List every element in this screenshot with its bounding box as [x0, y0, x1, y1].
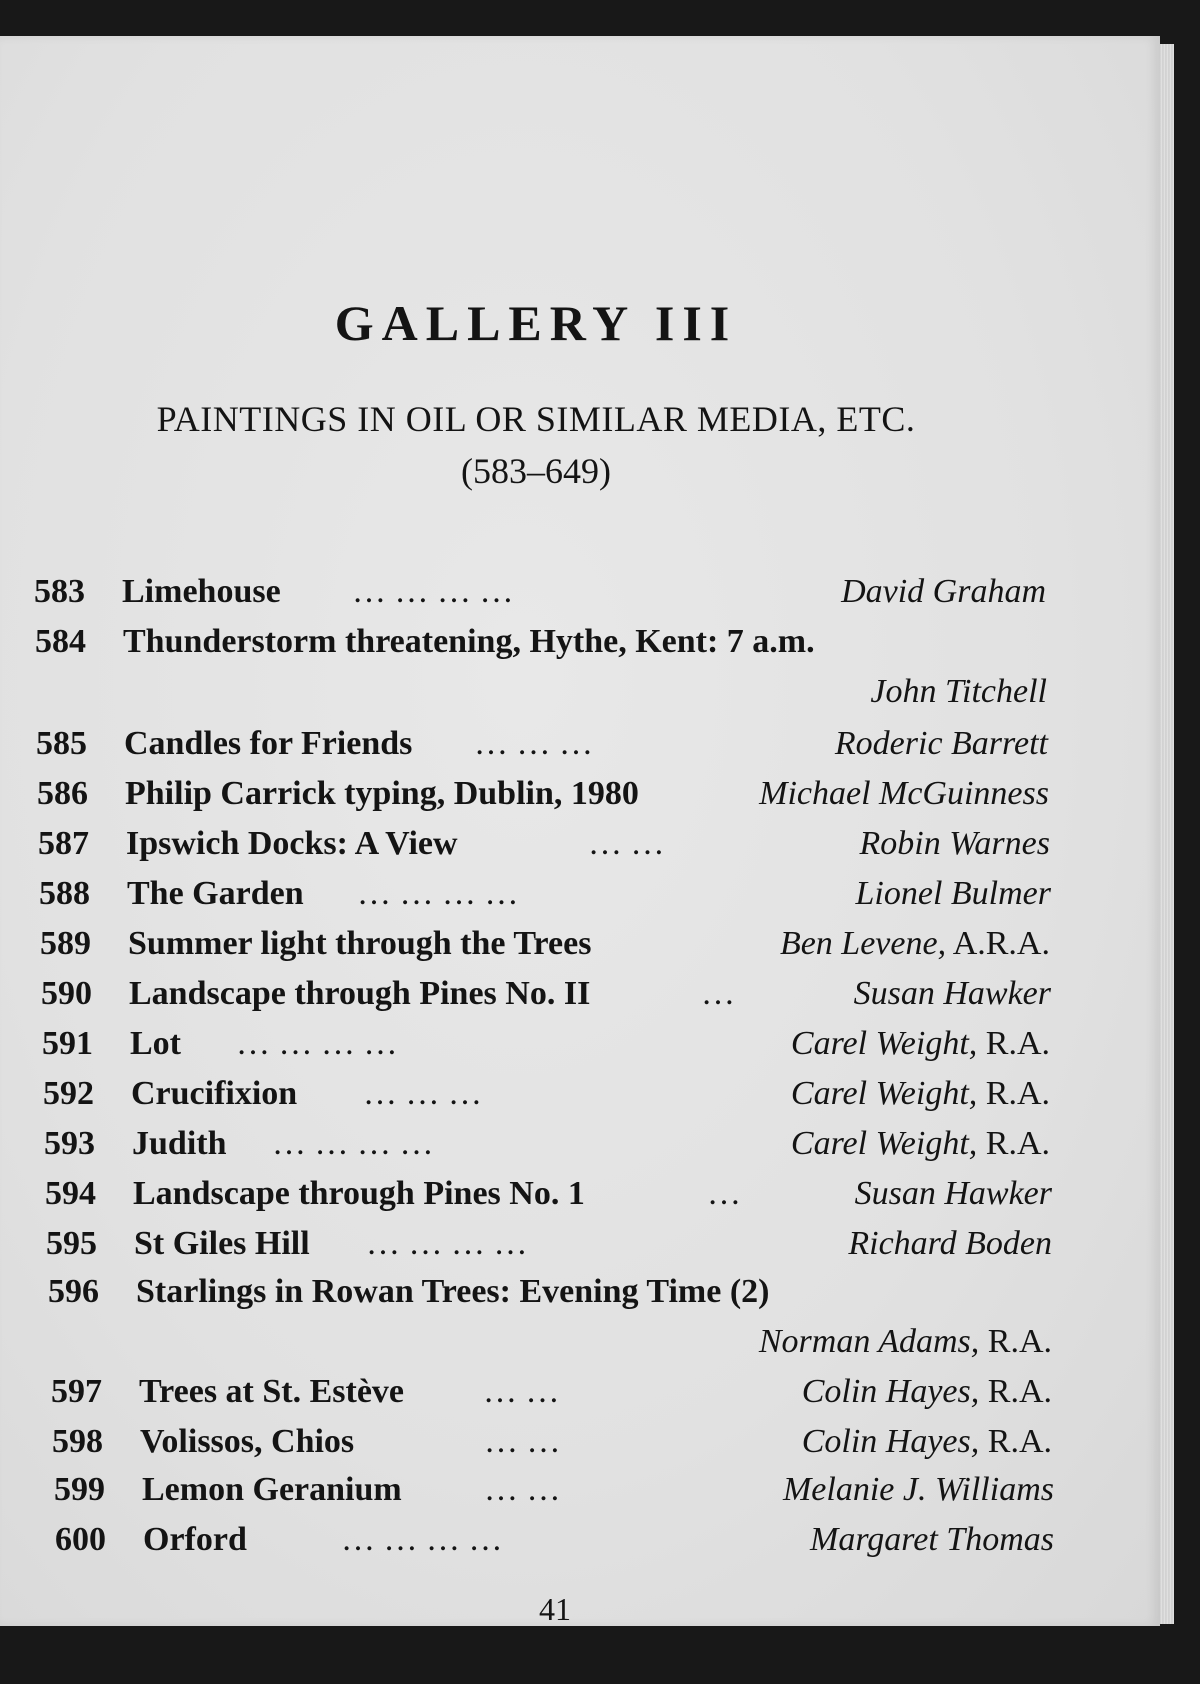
- leader-dots: … … …: [363, 1075, 482, 1112]
- entry-row: [48, 1268, 1052, 1316]
- entry-row: [37, 770, 1049, 818]
- entry-row: [54, 1466, 1054, 1514]
- leader-dots: … …: [484, 1471, 561, 1508]
- page-content: [0, 36, 1160, 1626]
- artist-name: Richard Boden: [848, 1225, 1052, 1262]
- entry-artist: [791, 1020, 1050, 1068]
- artist-name: Roderic Barrett: [834, 725, 1048, 762]
- artist-name: Carel Weight,: [790, 1125, 978, 1162]
- leader-dots: …: [707, 1175, 741, 1212]
- entry-row: [38, 820, 1050, 868]
- leader-dots: … …: [483, 1373, 560, 1410]
- artist-name: Michael McGuinness: [759, 775, 1049, 812]
- entry-number: 588: [39, 875, 90, 912]
- entry-row: [41, 970, 1051, 1018]
- entry-artist: [780, 920, 1050, 968]
- leader-dots: … … … …: [352, 573, 514, 610]
- artist-suffix: R.A.: [977, 1025, 1050, 1062]
- entry-row: [39, 870, 1051, 918]
- leader-dots: … …: [484, 1423, 561, 1460]
- entry-artist: [791, 1070, 1050, 1118]
- entry-row: [36, 720, 1048, 768]
- entry-artist: [860, 820, 1050, 868]
- leader-dots: … … … …: [366, 1225, 528, 1262]
- entry-row: [34, 568, 1046, 616]
- entry-artist: [802, 1368, 1052, 1416]
- leader-dots: … … … …: [357, 875, 519, 912]
- entry-title: Philip Carrick typing, Dublin, 1980: [125, 775, 639, 812]
- entry-artist: [810, 1516, 1054, 1564]
- entry-title: Summer light through the Trees: [128, 925, 592, 962]
- artist-suffix: R.A.: [977, 1075, 1050, 1112]
- leader-dots: … … … …: [272, 1125, 434, 1162]
- entry-title: Crucifixion: [131, 1075, 298, 1112]
- artist-suffix: R.A.: [977, 1125, 1050, 1162]
- artist-name: Colin Hayes,: [801, 1373, 980, 1410]
- artist-name: Carel Weight,: [790, 1025, 978, 1062]
- entry-title: Lot: [130, 1025, 181, 1062]
- entry-artist: [856, 870, 1051, 918]
- artist-name: Ben Levene,: [779, 925, 947, 962]
- entry-title: Landscape through Pines No. II: [129, 975, 591, 1012]
- entry-number: 592: [43, 1075, 94, 1112]
- entry-artist: [848, 1220, 1052, 1268]
- entry-title: Thunderstorm threatening, Hythe, Kent: 7 a.m.: [123, 623, 815, 660]
- artist-name: David Graham: [841, 573, 1046, 610]
- entry-number: 594: [45, 1175, 96, 1212]
- entry-title: Limehouse: [122, 573, 281, 610]
- entry-title: Orford: [143, 1521, 247, 1558]
- entry-title: Lemon Geranium: [142, 1471, 402, 1508]
- page-edge: [1160, 44, 1174, 1624]
- entry-number: 600: [55, 1521, 106, 1558]
- entry-title: Starlings in Rowan Trees: Evening Time (2): [136, 1273, 770, 1310]
- entry-artist: [841, 568, 1046, 616]
- entry-row: [44, 1120, 1050, 1168]
- artist-name: Melanie J. Williams: [782, 1471, 1054, 1508]
- entry-artist: [791, 1120, 1050, 1168]
- entry-number: 585: [36, 725, 87, 762]
- leader-dots: … … … …: [236, 1025, 398, 1062]
- artist-name: Carel Weight,: [790, 1075, 978, 1112]
- entry-artist: [802, 1418, 1052, 1466]
- entry-row: [52, 1418, 1052, 1466]
- entry-number: 591: [42, 1025, 93, 1062]
- entry-title: The Garden: [127, 875, 304, 912]
- artist-name: Lionel Bulmer: [855, 875, 1051, 912]
- entry-title: St Giles Hill: [134, 1225, 310, 1262]
- catalogue-range: (583–649): [461, 451, 611, 491]
- leader-dots: …: [701, 975, 735, 1012]
- artist-name: Robin Warnes: [859, 825, 1050, 862]
- artist-suffix: A.R.A.: [946, 925, 1050, 962]
- entry-artist: [48, 1318, 1052, 1366]
- entry-title: Judith: [132, 1125, 227, 1162]
- artist-name: Norman Adams,: [758, 1323, 980, 1360]
- entry-number: 595: [46, 1225, 97, 1262]
- entry-number: 583: [34, 573, 85, 610]
- page-number: 41: [539, 1591, 571, 1627]
- entry-number: 597: [51, 1373, 102, 1410]
- section-subtitle: PAINTINGS IN OIL OR SIMILAR MEDIA, ETC.: [156, 399, 916, 439]
- gallery-title: GALLERY III: [334, 295, 738, 351]
- artist-suffix: R.A.: [979, 1323, 1052, 1360]
- artist-suffix: R.A.: [979, 1423, 1052, 1460]
- entry-row: [55, 1516, 1054, 1564]
- entry-title: Candles for Friends: [124, 725, 413, 762]
- entry-title: Trees at St. Estève: [139, 1373, 405, 1410]
- entry-title: Landscape through Pines No. 1: [133, 1175, 585, 1212]
- entry-number: 584: [35, 623, 86, 660]
- artist-name: Colin Hayes,: [801, 1423, 980, 1460]
- entry-row: [43, 1070, 1050, 1118]
- artist-name: John Titchell: [870, 673, 1047, 710]
- artist-name: Susan Hawker: [853, 975, 1051, 1012]
- entry-row: [51, 1368, 1052, 1416]
- entry-number: 599: [54, 1471, 105, 1508]
- entry-row: [45, 1170, 1052, 1218]
- entry-artist: [35, 668, 1047, 716]
- entry-row: [42, 1020, 1050, 1068]
- entry-row: [35, 618, 1047, 666]
- entry-artist: [835, 720, 1048, 768]
- entry-number: 586: [37, 775, 88, 812]
- leader-dots: … … …: [474, 725, 593, 762]
- entry-row: [40, 920, 1050, 968]
- leader-dots: … …: [588, 825, 665, 862]
- artist-name: Margaret Thomas: [810, 1521, 1054, 1558]
- entry-title: Volissos, Chios: [140, 1423, 355, 1460]
- entry-number: 589: [40, 925, 91, 962]
- entry-artist: [855, 1170, 1052, 1218]
- entry-artist: [783, 1466, 1054, 1514]
- entry-artist: [759, 770, 1049, 818]
- entry-number: 598: [52, 1423, 103, 1460]
- entry-number: 587: [38, 825, 89, 862]
- entry-number: 590: [41, 975, 92, 1012]
- entry-number: 596: [48, 1273, 99, 1310]
- artist-name: Susan Hawker: [854, 1175, 1052, 1212]
- leader-dots: … … … …: [341, 1521, 503, 1558]
- catalogue-page: [0, 36, 1160, 1626]
- entry-number: 593: [44, 1125, 95, 1162]
- entry-title: Ipswich Docks: A View: [126, 825, 458, 862]
- entry-artist: [854, 970, 1051, 1018]
- artist-suffix: R.A.: [979, 1373, 1052, 1410]
- entry-row: [46, 1220, 1052, 1268]
